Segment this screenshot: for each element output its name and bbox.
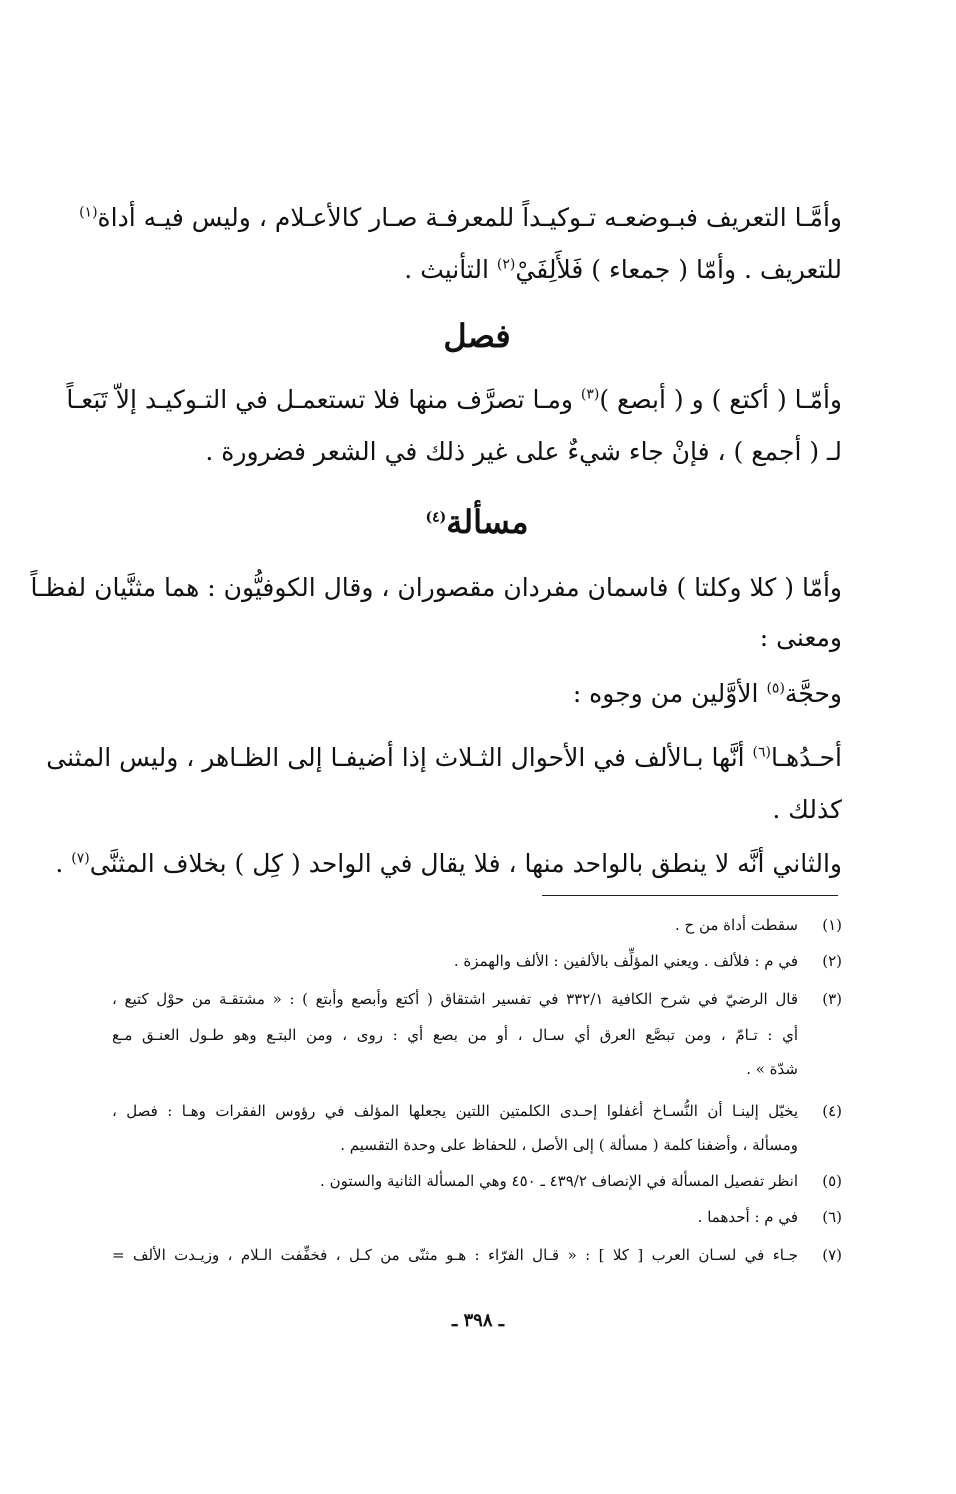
footnote-separator [542, 895, 838, 896]
text-run: أنَّها بـالألف في الأحوال الثـلاث إذا أضيفـا إلى الظـاهر ، وليس المثنى [46, 743, 753, 772]
text-run: وأمّـا ( أكتع ) و ( أبصع ) [599, 385, 842, 414]
footnote-marker: (٢) [496, 256, 516, 273]
footnote-marker: (٣) [580, 386, 600, 403]
footnote-text: ومسألة ، وأضفنا كلمة ( مسألة ) إلى الأصل ، للحفاظ على وحدة التقسيم . [340, 1136, 798, 1154]
paragraph-line [66, 378, 842, 422]
text-run: وأمّا ( كلا وكلتا ) فاسمان مفردان مقصوران ، وقال الكوفيُّون : هما مثنَّيان لفظـاً [30, 573, 842, 602]
footnote-number: (٣) [822, 990, 842, 1008]
paragraph-line [30, 566, 842, 610]
page-number: ـ ٣٩٨ ـ [451, 1310, 505, 1331]
footnote-number: (١) [822, 916, 842, 934]
footnote-text: قال الرضيّ في شرح الكافية ٣٣٢/١ في تفسير اشتقاق ( أكتع وأبصع وأبتع ) : « مشتقـة من حوْل كتيع ، [112, 990, 799, 1008]
footnote-number: (٥) [822, 1172, 842, 1190]
footnote-text: جـاء في لسـان العرب [ كلا ] : « قـال الفرّاء : هـو مثنّى من كـل ، فخفِّفت الـلام ، وزيـدت الألف = [112, 1246, 798, 1264]
text-run: وأمَّـا التعريف فبـوضعـه تـوكيـداً للمعرفـة صـار كالأعـلام ، وليس فيـه أداة [97, 203, 842, 232]
paragraph-line [112, 248, 842, 292]
text-run: كذلك . [772, 795, 842, 824]
text-run: التأنيث . [404, 255, 497, 284]
text-run: وحجَّة [784, 679, 842, 708]
paragraph-line [112, 430, 842, 474]
footnote-number: (٧) [822, 1246, 842, 1264]
paragraph-line [79, 196, 842, 240]
text-run: ومعنى : [759, 623, 842, 652]
paragraph-line [112, 616, 842, 660]
footnote-marker: (٤) [425, 509, 447, 526]
footnote-marker: (٧) [71, 850, 90, 867]
paragraph-line [46, 736, 842, 780]
paragraph-line [112, 788, 842, 832]
text-run: ومـا تصرَّف منها فلا تستعمـل في التـوكيـد إلاّ تَبَعـاً [66, 385, 581, 414]
footnote-text: انظر تفصيل المسألة في الإنصاف ٤٣٩/٢ ـ ٤٥٠ وهي المسألة الثانية والستون . [320, 1172, 798, 1190]
footnote-marker: (٥) [766, 680, 785, 697]
footnote-text: يخيّل إلينـا أن النُّسـاخ أغفلوا إحـدى الكلمتين اللتين يجعلها المؤلف في رؤوس الفقرات وهـا : فصل ، [112, 1102, 798, 1120]
text-run: الأوَّلين من وجوه : [572, 679, 767, 708]
paragraph-line [112, 672, 842, 716]
text-run: للتعريف . وأمّا ( جمعاء ) فَلأَلِفَيْ [515, 255, 842, 284]
footnote-marker: (٦) [752, 744, 772, 761]
text-run: . [55, 849, 72, 878]
footnote-number: (٤) [822, 1102, 842, 1120]
text-run: والثاني أنَّه لا ينطق بالواحد منها ، فلا يقال في الواحد ( كِل ) بخلاف المثنَّى [89, 849, 842, 878]
footnote-number: (٢) [822, 952, 842, 970]
footnote-number: (٦) [822, 1208, 842, 1226]
footnote-text: أي : تـامّ ، ومن تبصَّع العرق أي سـال ، أو من بصع أي : روى ، ومن البتـع وهو طـول العنـق مـع [112, 1026, 798, 1044]
footnote-text: سقطت أداة من ح . [674, 916, 798, 934]
paragraph-line [55, 842, 842, 886]
footnote-marker: (١) [79, 204, 98, 221]
footnote-text: شدّة » . [746, 1060, 798, 1078]
footnote-text: في م : فلألف . ويعني المؤلِّف بالألفين : الألف والهمزة . [453, 952, 798, 970]
section-heading-masala [112, 500, 842, 544]
section-heading-fasl: فصل [443, 317, 511, 355]
heading-text: مسألة [446, 503, 529, 541]
footnote-text: في م : أحدهما . [697, 1208, 798, 1226]
text-run: لـ ( أجمع ) ، فإنْ جاء شيءٌ على غير ذلك في الشعر فضرورة . [205, 437, 842, 466]
text-run: أحـدُهـا [771, 743, 842, 772]
